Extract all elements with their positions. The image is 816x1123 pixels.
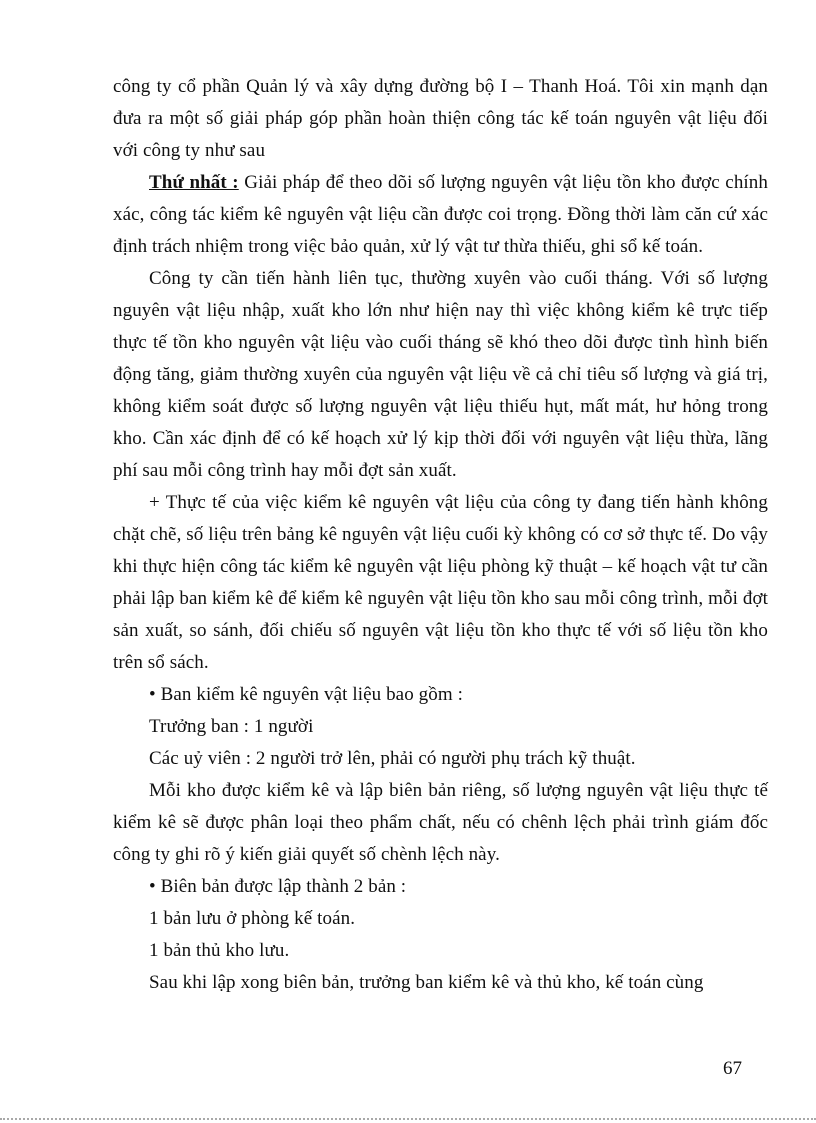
paragraph <box>113 743 768 775</box>
paragraph-text: Công ty cần tiến hành liên tục, thường xuyên vào cuối tháng. Với số lượng nguyên vật liệu nhập, xuất kho lớn như hiện nay thì việc không kiểm kê trực tiếp thực tế tồn kho nguyên vật liệu vào cuối tháng sẽ khó theo dõi được tình hình biến động tăng, giảm thường xuyên của nguyên vật liệu về cả chỉ tiêu số lượng và giá trị, không kiểm soát được số lượng nguyên vật liệu thiếu hụt, mất mát, hư hỏng trong kho. Cần xác định để có kế hoạch xử lý kịp thời đối với nguyên vật liệu thừa, lãng phí sau mỗi công trình hay mỗi đợt sản xuất. <box>113 268 768 481</box>
paragraph <box>113 263 768 487</box>
paragraph-text: Các uỷ viên : 2 người trở lên, phải có người phụ trách kỹ thuật. <box>149 748 636 769</box>
paragraph-text: 1 bản lưu ở phòng kế toán. <box>149 908 356 929</box>
paragraph <box>113 871 768 903</box>
page-body-text <box>113 71 768 999</box>
page-number: 67 <box>723 1058 742 1079</box>
paragraph-text: + Thực tế của việc kiểm kê nguyên vật liệu của công ty đang tiến hành không chặt chẽ, số liệu trên bảng kê nguyên vật liệu cuối kỳ không có cơ sở thực tế. Do vậy khi thực hiện công tác kiểm kê nguyên vật liệu phòng kỹ thuật – kế hoạch vật tư cần phải lập ban kiểm kê để kiểm kê nguyên vật liệu tồn kho sau mỗi công trình, mỗi đợt sản xuất, so sánh, đối chiếu số nguyên vật liệu tồn kho thực tế với số liệu tồn kho trên sổ sách. <box>113 492 768 673</box>
paragraph <box>113 935 768 967</box>
paragraph-text: • Biên bản được lập thành 2 bản : <box>149 876 407 897</box>
paragraph <box>113 487 768 679</box>
paragraph-text: • Ban kiểm kê nguyên vật liệu bao gồm : <box>149 684 463 705</box>
paragraph-text: Sau khi lập xong biên bản, trưởng ban kiểm kê và thủ kho, kế toán cùng <box>149 972 704 993</box>
page-bottom-divider <box>0 1118 816 1120</box>
paragraph <box>113 903 768 935</box>
paragraph <box>113 711 768 743</box>
paragraph-lead: Thứ nhất : <box>149 172 239 193</box>
paragraph-text: Mỗi kho được kiểm kê và lập biên bản riêng, số lượng nguyên vật liệu thực tế kiểm kê sẽ được phân loại theo phẩm chất, nếu có chênh lệch phải trình giám đốc công ty ghi rõ ý kiến giải quyết số chènh lệch này. <box>113 780 768 865</box>
paragraph-text: 1 bản thủ kho lưu. <box>149 940 290 961</box>
paragraph <box>113 775 768 871</box>
paragraph <box>113 71 768 167</box>
paragraph <box>113 167 768 263</box>
paragraph-text: Trưởng ban : 1 người <box>149 716 314 737</box>
paragraph-text: Giải pháp để theo dõi số lượng nguyên vật liệu tồn kho được chính xác, công tác kiểm kê nguyên vật liệu cần được coi trọng. Đồng thời làm căn cứ xác định trách nhiệm trong việc bảo quản, xử lý vật tư thừa thiếu, ghi sổ kế toán. <box>113 172 769 257</box>
paragraph-text: công ty cổ phần Quản lý và xây dựng đường bộ I – Thanh Hoá. Tôi xin mạnh dạn đưa ra một số giải pháp góp phần hoàn thiện công tác kế toán nguyên vật liệu đối với công ty như sau <box>113 76 768 161</box>
paragraph <box>113 967 768 999</box>
paragraph <box>113 679 768 711</box>
